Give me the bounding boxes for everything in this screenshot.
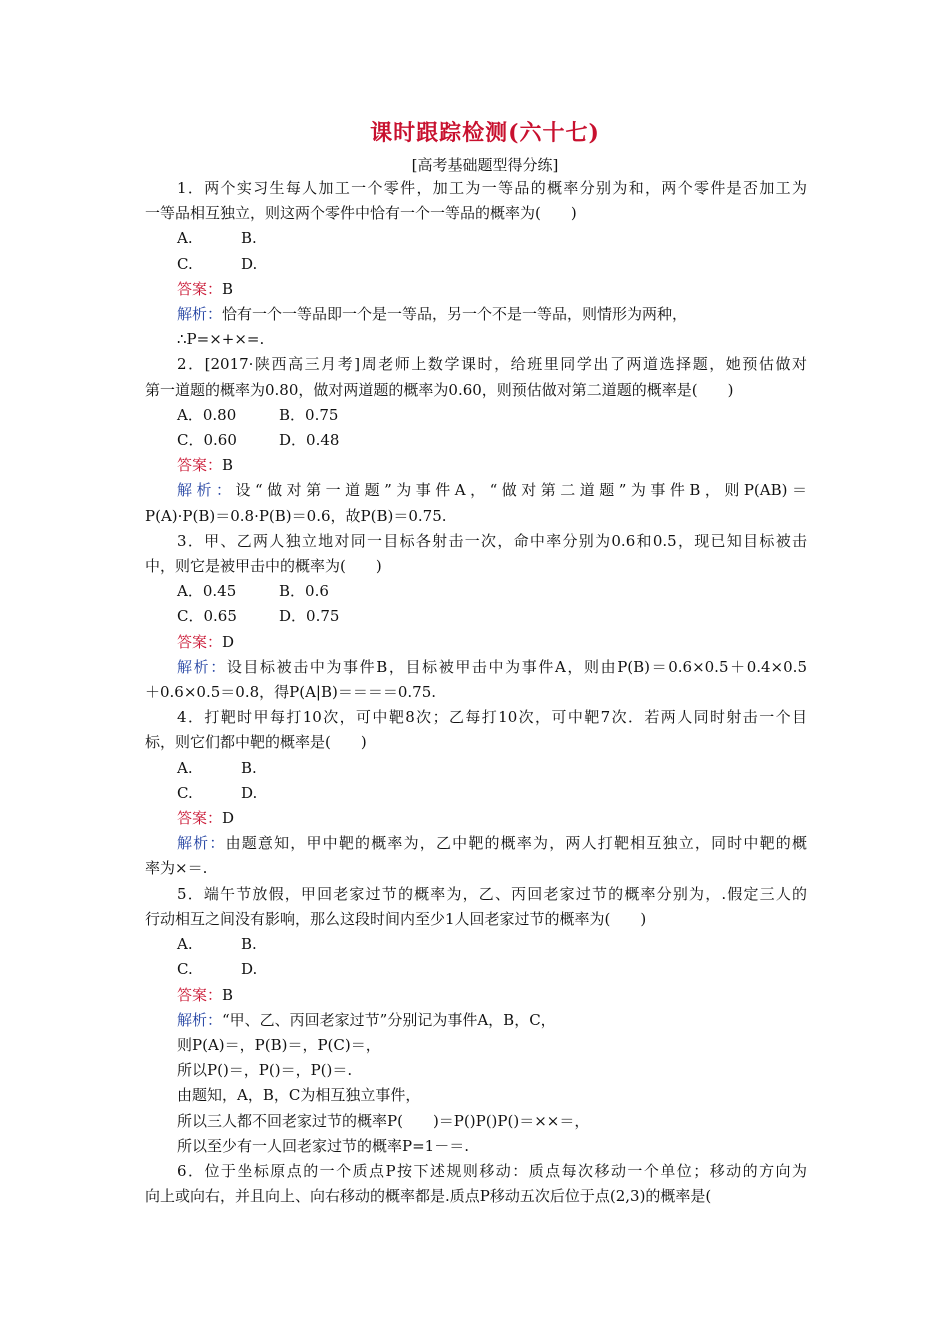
explanation-line	[145, 1008, 807, 1033]
option-c: C.	[177, 254, 193, 273]
answer-label: 答案：	[177, 632, 223, 651]
question-text: 3．甲、乙两人独立地对同一目标各射击一次，命中率分别为0.6和0.5，现已知目标被击	[177, 531, 807, 550]
explanation-label: 解析：	[177, 1010, 223, 1029]
explanation-text: 设“做对第一道题”为事件A，“做对第二道题”为事件B，则P(AB)＝	[235, 481, 807, 500]
option-c: C.	[177, 960, 193, 979]
page-title: 课时跟踪检测(六十七)	[370, 120, 600, 146]
option-b: B．0.6	[279, 582, 329, 601]
explanation-text: P(A)·P(B)＝0.8·P(B)＝0.6，故P(B)＝0.75.	[145, 506, 447, 525]
answer-label: 答案：	[177, 985, 223, 1004]
question-text: 4．打靶时甲每打10次，可中靶8次；乙每打10次，可中靶7次．若两人同时射击一个目	[177, 708, 807, 727]
answer-value: B	[222, 456, 234, 475]
question-text: 行动相互之间没有影响，那么这段时间内至少1人回老家过节的概率为( )	[145, 909, 647, 928]
explanation-text: ＋0.6×0.5＝0.8，得P(A|B)＝＝＝＝0.75.	[145, 683, 437, 702]
explanation-label: 解析：	[177, 305, 223, 324]
options-row	[145, 756, 807, 781]
question-text: 向上或向右，并且向上、向右移动的概率都是.质点P移动五次后位于点(2,3)的概率是(	[145, 1187, 712, 1206]
question-text: 1．两个实习生每人加工一个零件，加工为一等品的概率分别为和，两个零件是否加工为	[177, 179, 807, 197]
options-row	[145, 226, 807, 251]
answer-label: 答案：	[177, 279, 223, 298]
explanation-label: 解析：	[177, 834, 226, 853]
answer-value: B	[222, 985, 234, 1004]
explanation-text: “甲、乙、丙回老家过节”分别记为事件A，B，C，	[222, 1010, 556, 1029]
option-c: C.	[177, 783, 193, 802]
answer-value: D	[222, 632, 235, 651]
explanation-text: 所以三人都不回老家过节的概率P( )＝P()P()P()＝××＝，	[177, 1111, 590, 1130]
option-b: B.	[241, 229, 257, 248]
question-text: 5．端午节放假，甲回老家过节的概率为，乙、丙回老家过节的概率分别为，.假定三人的	[177, 884, 807, 903]
explanation-text: 率为×＝.	[145, 859, 208, 878]
explanation-text: 恰有一个一等品即一个是一等品，另一个不是一等品，则情形为两种，	[222, 305, 688, 324]
option-a: A.	[177, 758, 193, 777]
question-text: 中，则它是被甲击中的概率为( )	[145, 557, 382, 576]
option-b: B．0.75	[279, 405, 339, 424]
option-a: A.	[177, 229, 193, 248]
answer-value: D	[222, 809, 235, 828]
question-5	[145, 882, 807, 1159]
explanation-line	[145, 655, 807, 680]
option-b: B.	[241, 758, 257, 777]
option-a: A.	[177, 935, 193, 954]
option-d: D．0.75	[279, 607, 340, 626]
answer-line	[145, 983, 807, 1008]
question-text: 6．位于坐标原点的一个质点P按下述规则移动：质点每次移动一个单位；移动的方向为	[177, 1161, 807, 1180]
answer-label: 答案：	[177, 809, 223, 828]
answer-line	[145, 277, 807, 302]
option-d: D.	[241, 254, 258, 273]
option-d: D．0.48	[279, 431, 340, 450]
options-row	[145, 781, 807, 806]
options-row	[145, 957, 807, 982]
explanation-text: 由题知，A，B，C为相互独立事件，	[177, 1086, 421, 1105]
explanation-label: 解析：	[177, 481, 236, 500]
explanation-line	[145, 831, 807, 856]
option-d: D.	[241, 783, 258, 802]
question-4	[145, 705, 807, 881]
question-2	[145, 352, 807, 528]
options-row	[145, 579, 807, 604]
option-b: B.	[241, 935, 257, 954]
question-1	[145, 176, 807, 352]
option-a: A．0.80	[177, 405, 237, 424]
answer-label: 答案：	[177, 456, 223, 475]
explanation-label: 解析：	[177, 657, 227, 676]
option-a: A．0.45	[177, 582, 237, 601]
page-subtitle: [高考基础题型得分练]	[411, 156, 559, 174]
question-3	[145, 529, 807, 705]
options-row	[145, 932, 807, 957]
options-row	[145, 252, 807, 277]
explanation-text: 则P(A)＝，P(B)＝，P(C)＝，	[177, 1035, 381, 1054]
option-d: D.	[241, 960, 258, 979]
question-text: 第一道题的概率为0.80，做对两道题的概率为0.60，则预估做对第二道题的概率是( )	[145, 380, 734, 399]
options-row	[145, 428, 807, 453]
explanation-text: 由题意知，甲中靶的概率为，乙中靶的概率为，两人打靶相互独立，同时中靶的概	[225, 834, 807, 853]
explanation-line	[145, 478, 807, 503]
question-6	[145, 1159, 807, 1209]
explanation-text: 所以至少有一人回老家过节的概率P=1－＝.	[177, 1136, 469, 1155]
option-c: C．0.60	[177, 431, 237, 450]
answer-line	[145, 453, 807, 478]
question-text: 2．[2017·陕西高三月考]周老师上数学课时，给班里同学出了两道选择题，她预估做对	[177, 355, 807, 374]
explanation-text: 所以P()＝，P()＝，P()＝.	[177, 1061, 353, 1080]
option-c: C．0.65	[177, 607, 237, 626]
explanation-text: ∴P=×+×=.	[177, 330, 265, 349]
options-row	[145, 403, 807, 428]
question-text: 标，则它们都中靶的概率是( )	[145, 733, 367, 752]
answer-value: B	[222, 279, 234, 298]
answer-line	[145, 806, 807, 831]
options-row	[145, 604, 807, 629]
document-page	[145, 118, 807, 1209]
explanation-line	[145, 302, 807, 327]
explanation-text: 设目标被击中为事件B，目标被甲击中为事件A，则由P(B)＝0.6×0.5＋0.4×0.5	[226, 657, 807, 676]
question-text: 一等品相互独立，则这两个零件中恰有一个一等品的概率为( )	[145, 204, 577, 223]
answer-line	[145, 630, 807, 655]
